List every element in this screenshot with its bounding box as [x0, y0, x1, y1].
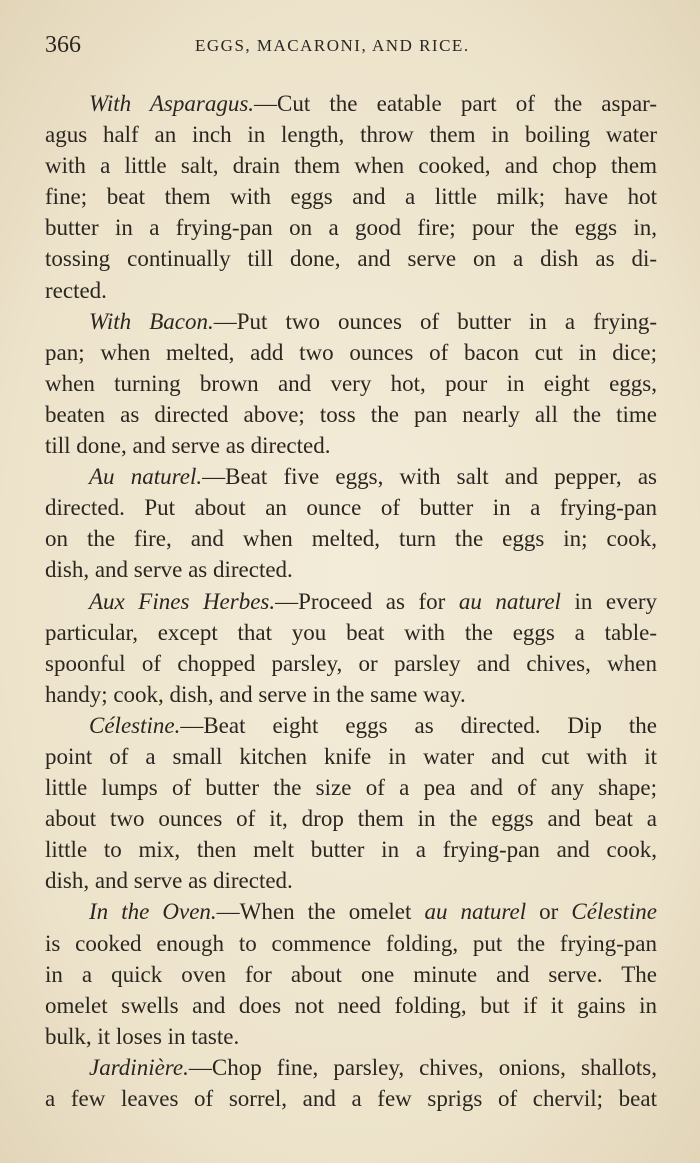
text-line	[45, 896, 657, 927]
text-line	[45, 181, 657, 212]
text: when turning brown and very hot, pour in eight eggs,	[45, 370, 657, 396]
text: with a little salt, drain them when cooked, and chop them	[45, 153, 657, 179]
italic-text: Aux Fines Herbes.	[89, 588, 276, 614]
text: till done, and serve as directed.	[45, 433, 331, 459]
paragraph	[45, 306, 657, 461]
text-line	[45, 990, 657, 1021]
text-line	[45, 337, 657, 368]
paragraph	[45, 1052, 657, 1114]
text-line	[45, 119, 657, 150]
text: point of a small kitchen knife in water and cut with it	[45, 743, 657, 769]
paragraph	[45, 586, 657, 710]
text-line	[45, 275, 657, 306]
text: in a quick oven for about one minute and serve. The	[45, 961, 657, 987]
text: agus half an inch in length, throw them in boiling water	[45, 122, 657, 148]
italic-text: With Asparagus.	[89, 91, 255, 116]
text: rected.	[45, 277, 107, 303]
paragraph	[45, 896, 657, 1051]
text-line	[45, 243, 657, 274]
text: on the fire, and when melted, turn the eggs in; cook,	[45, 526, 657, 552]
text: little to mix, then melt butter in a frying-pan and cook,	[45, 837, 657, 863]
text-line	[45, 523, 657, 554]
text-line	[45, 492, 657, 523]
page-header	[45, 32, 655, 66]
text-line	[45, 586, 657, 617]
text-line	[45, 928, 657, 959]
text: directed. Put about an ounce of butter in a frying-pan	[45, 495, 657, 521]
italic-text: Célestine.	[89, 712, 181, 738]
text: fine; beat them with eggs and a little milk; have hot	[45, 184, 657, 210]
text-line	[45, 865, 657, 896]
italic-text: With Bacon.	[89, 308, 214, 334]
text: about two ounces of it, drop them in the eggs and beat a	[45, 806, 657, 832]
text-line	[45, 554, 657, 585]
text: spoonful of chopped parsley, or parsley and chives, when	[45, 650, 657, 676]
text-line	[45, 150, 657, 181]
text-line	[45, 306, 657, 337]
text-line	[45, 617, 657, 648]
text: —When the omelet	[216, 899, 425, 925]
page-number: 366	[45, 32, 81, 58]
text-line	[45, 1052, 657, 1083]
text: —Put two ounces of butter in a frying-	[213, 308, 657, 334]
text: in every	[560, 588, 658, 614]
text-line	[45, 461, 657, 492]
text: omelet swells and does not need folding, but if it gains in	[45, 992, 657, 1018]
text: little lumps of butter the size of a pea and of any shape;	[45, 775, 657, 801]
italic-text: Célestine	[571, 899, 657, 925]
italic-text: In the Oven.	[89, 899, 217, 925]
text: —Chop fine, parsley, chives, onions, shallots,	[188, 1054, 657, 1080]
text: particular, except that you beat with the eggs a table-	[45, 619, 657, 645]
text-line	[45, 648, 657, 679]
text-line	[45, 399, 657, 430]
text: —Cut the eatable part of the aspar-	[254, 91, 658, 116]
text-line	[45, 368, 657, 399]
text-line	[45, 772, 657, 803]
text: tossing continually till done, and serve on a dish as di-	[45, 246, 657, 272]
italic-text: au naturel	[458, 588, 561, 614]
text: bulk, it loses in taste.	[45, 1023, 240, 1049]
italic-text: Au naturel.	[89, 464, 203, 490]
text: dish, and serve as directed.	[45, 868, 293, 894]
text-line	[45, 710, 657, 741]
text-line	[45, 430, 657, 461]
text-line	[45, 1021, 657, 1052]
text: —Beat eight eggs as directed. Dip the	[180, 712, 657, 738]
page-body	[45, 88, 657, 1114]
text: a few leaves of sorrel, and a few sprigs of chervil; beat	[45, 1086, 657, 1111]
text-line	[45, 212, 657, 243]
text: dish, and serve as directed.	[45, 557, 293, 583]
text-line	[45, 834, 657, 865]
text-line	[45, 959, 657, 990]
paragraph	[45, 461, 657, 585]
text: is cooked enough to commence folding, put the frying-pan	[45, 930, 657, 956]
text-line	[45, 679, 657, 710]
text: —Beat five eggs, with salt and pepper, as	[202, 464, 658, 490]
text-line	[45, 741, 657, 772]
text: handy; cook, dish, and serve in the same way.	[45, 681, 466, 707]
text-line	[45, 803, 657, 834]
text: —Proceed as for	[275, 588, 459, 614]
paragraph	[45, 710, 657, 897]
text: or	[526, 899, 572, 925]
italic-text: Jardinière.	[89, 1054, 189, 1080]
text: beaten as directed above; toss the pan nearly all the time	[45, 401, 657, 427]
paragraph	[45, 88, 657, 306]
text-line	[45, 88, 657, 119]
text: butter in a frying-pan on a good fire; pour the eggs in,	[45, 215, 657, 241]
text: pan; when melted, add two ounces of bacon cut in dice;	[45, 339, 657, 365]
text-line	[45, 1083, 657, 1114]
italic-text: au naturel	[424, 899, 527, 925]
running-title: EGGS, MACARONI, AND RICE.	[195, 36, 470, 55]
